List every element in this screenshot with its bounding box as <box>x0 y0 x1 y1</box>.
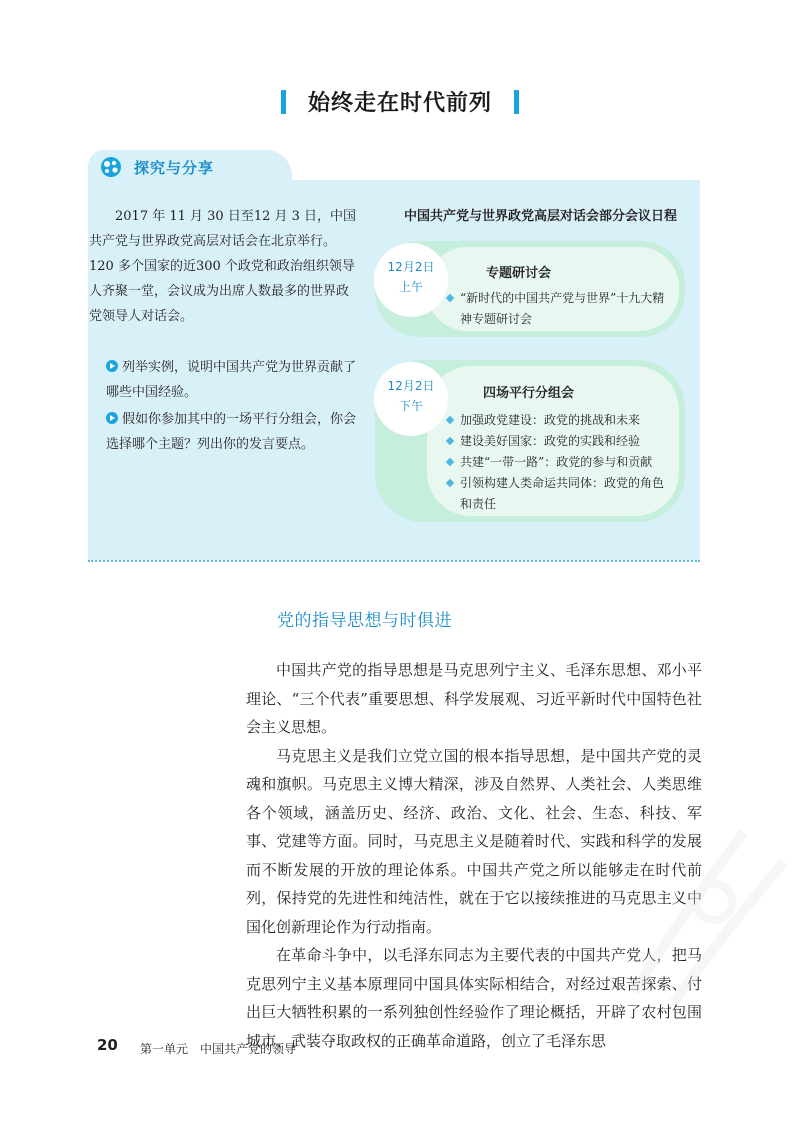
session-item: 共建“一带一路”：政党的参与和贡献 <box>447 452 675 473</box>
session-items <box>447 288 667 330</box>
watermark-graphic <box>594 792 794 1012</box>
session-date-badge: 12月2日 上午 <box>374 243 448 317</box>
session-name: 专题研讨会 <box>486 266 552 281</box>
session-item: 引领构建人类命运共同体：政党的角色和责任 <box>447 473 675 515</box>
body-paragraph: 马克思主义是我们立党立国的根本指导思想，是中国共产党的灵魂和旗帜。马克思主义博大精深，涉及自然界、人类社会、人类思维各个领域，涵盖历史、经济、政治、文化、社会、生态、科技、军事、党建等方面。同时，马克思主义是随着时代、实践和科学的发展而不断发展的开放的理论体系。中国共产党之所以能够走在时代前列，保持党的先进性和纯洁性，就在于它以接续推进的马克思主义中国化创新理论作为行动指南。 <box>246 746 702 936</box>
intro-paragraph: 2017 年 11 月 30 日至12 月 3 日，中国共产党与世界政党高层对话会在北京举行。120 多个国家的近300 个政党和政治组织领导人齐聚一堂，会议成为出席人数最多的世界政党领导人对话会。 <box>89 209 357 324</box>
globe-people-icon <box>98 156 124 178</box>
section-title: 党的指导思想与时俱进 <box>277 611 452 631</box>
question-list <box>106 355 364 457</box>
diamond-bullet-icon <box>446 479 454 487</box>
session-item: 加强政党建设：政党的挑战和未来 <box>447 410 675 431</box>
title-right-bar <box>514 90 519 114</box>
diamond-bullet-icon <box>446 416 454 424</box>
session-item: “新时代的中国共产党与世界”十九大精神专题研讨会 <box>447 288 667 330</box>
explore-heading: 探究与分享 <box>134 159 215 177</box>
session-items <box>447 410 675 515</box>
footer-unit-title: 第一单元 中国共产党的领导 <box>140 1042 297 1056</box>
page-title: 始终走在时代前列 <box>307 91 492 116</box>
session-item: 建设美好国家：政党的实践和经验 <box>447 431 675 452</box>
body-paragraph: 中国共产党的指导思想是马克思列宁主义、毛泽东思想、邓小平理论、“三个代表”重要思想、科学发展观、习近平新时代中国特色社会主义思想。 <box>246 661 702 736</box>
play-bullet-icon <box>106 360 118 372</box>
diamond-bullet-icon <box>446 437 454 445</box>
schedule-title: 中国共产党与世界政党高层对话会部分会议日程 <box>404 209 678 224</box>
question-item: 列举实例，说明中国共产党为世界贡献了哪些中国经验。 <box>106 360 357 400</box>
body-paragraph: 在革命斗争中，以毛泽东同志为主要代表的中国共产党人，把马克思列宁主义基本原理同中国具体实际相结合，对经过艰苦探索、付出巨大牺牲积累的一系列独创性经验作了理论概括，开辟了农村包围城市、武装夺取政权的正确革命道路，创立了毛泽东思 <box>246 946 702 1050</box>
play-bullet-icon <box>106 412 118 424</box>
page-title-row <box>0 86 800 117</box>
session-name: 四场平行分组会 <box>483 386 575 401</box>
question-item: 假如你参加其中的一场平行分组会，你会选择哪个主题？列出你的发言要点。 <box>106 412 357 452</box>
session-date-badge: 12月2日 下午 <box>374 362 448 436</box>
dotted-divider <box>88 560 700 562</box>
diamond-bullet-icon <box>446 294 454 302</box>
page-number: 20 <box>97 1036 118 1054</box>
diamond-bullet-icon <box>446 458 454 466</box>
title-left-bar <box>281 90 286 114</box>
